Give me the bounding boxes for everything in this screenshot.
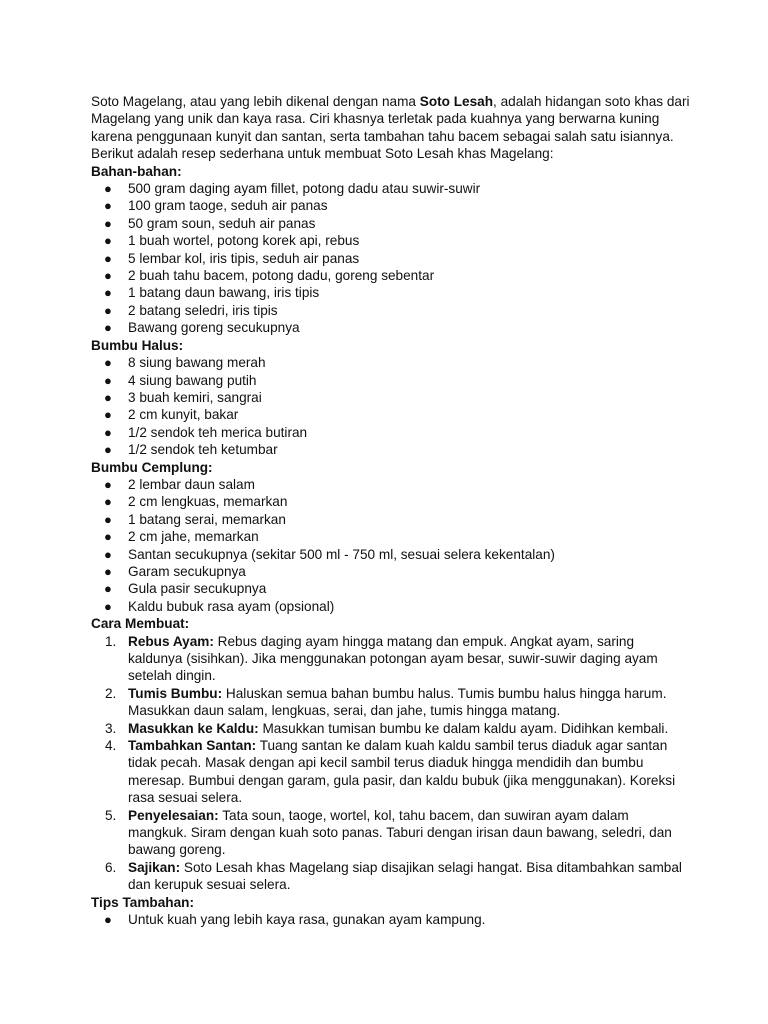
bumbu-cemplung-heading: Bumbu Cemplung: <box>91 459 213 475</box>
step-number: 4. <box>105 738 117 754</box>
bullet-icon: ● <box>104 598 112 614</box>
list-item <box>91 493 691 510</box>
step-item <box>91 685 691 720</box>
list-item-text: 3 buah kemiri, sangrai <box>128 389 262 405</box>
step-title: Masukkan ke Kaldu: <box>128 720 259 736</box>
bullet-icon: ● <box>104 285 112 301</box>
list-item-text: Untuk kuah yang lebih kaya rasa, gunakan ayam kampung. <box>128 912 486 928</box>
list-item-text: 100 gram taoge, seduh air panas <box>128 198 328 214</box>
list-item-text: Santan secukupnya (sekitar 500 ml - 750 ml, sesuai selera kekentalan) <box>128 546 555 562</box>
list-item-text: 2 batang seledri, iris tipis <box>128 302 278 318</box>
list-item-text: 2 cm jahe, memarkan <box>128 529 259 545</box>
step-title: Penyelesaian: <box>128 807 219 823</box>
list-item <box>91 911 691 928</box>
list-item-text: Kaldu bubuk rasa ayam (opsional) <box>128 598 335 614</box>
bullet-icon: ● <box>104 912 112 928</box>
list-item-text: 2 cm kunyit, bakar <box>128 407 239 423</box>
list-item-text: 500 gram daging ayam fillet, potong dadu atau suwir-suwir <box>128 181 481 197</box>
list-item <box>91 267 691 284</box>
list-item-text: 2 lembar daun salam <box>128 476 255 492</box>
bullet-icon: ● <box>104 424 112 440</box>
list-item-text: 1 batang daun bawang, iris tipis <box>128 285 320 301</box>
bullet-icon: ● <box>104 529 112 545</box>
step-text: Haluskan semua bahan bumbu halus. Tumis bumbu halus hingga harum. Masukkan daun salam, lengkuas, serai, dan jahe, tumis hingga matang. <box>128 685 667 719</box>
bahan-heading: Bahan-bahan: <box>91 163 182 179</box>
list-item <box>91 511 691 528</box>
list-item <box>91 546 691 563</box>
list-item <box>91 354 691 371</box>
list-item <box>91 232 691 249</box>
list-item <box>91 389 691 406</box>
bullet-icon: ● <box>104 442 112 458</box>
list-item-text: 1/2 sendok teh merica butiran <box>128 424 308 440</box>
bullet-icon: ● <box>104 581 112 597</box>
list-item <box>91 476 691 493</box>
list-item-text: 1 batang serai, memarkan <box>128 511 286 527</box>
step-item <box>91 633 691 685</box>
list-item <box>91 528 691 545</box>
bullet-icon: ● <box>104 407 112 423</box>
bullet-icon: ● <box>104 494 112 510</box>
list-item <box>91 284 691 301</box>
bullet-icon: ● <box>104 476 112 492</box>
list-item-text: 1 buah wortel, potong korek api, rebus <box>128 233 360 249</box>
cara-heading: Cara Membuat: <box>91 616 190 632</box>
list-item <box>91 580 691 597</box>
cara-steps-list <box>91 633 691 894</box>
list-item <box>91 563 691 580</box>
intro-bold-name: Soto Lesah <box>419 94 494 109</box>
step-item <box>91 720 691 737</box>
list-item <box>91 372 691 389</box>
step-title: Tambahkan Santan: <box>128 738 257 754</box>
step-item <box>91 807 691 859</box>
step-text: Tuang santan ke dalam kuah kaldu sambil terus diaduk agar santan tidak pecah. Masak dengan api kecil sambil terus diaduk hingga mendidih dan bumbu meresap. Bumbui dengan garam, gula pasir, dan kaldu bubuk (jika menggunakan). Koreksi rasa sesuai selera. <box>128 738 676 806</box>
bumbu-halus-heading: Bumbu Halus: <box>91 337 184 353</box>
step-number: 1. <box>105 633 117 649</box>
bullet-icon: ● <box>104 372 112 388</box>
list-item <box>91 180 691 197</box>
list-item <box>91 250 691 267</box>
step-text: Rebus daging ayam hingga matang dan empuk. Angkat ayam, saring kaldunya (sisihkan). Jika menggunakan potongan ayam besar, suwir-suwir daging ayam setelah dingin. <box>128 633 658 684</box>
bullet-icon: ● <box>104 233 112 249</box>
tips-heading: Tips Tambahan: <box>91 894 194 910</box>
step-text: Soto Lesah khas Magelang siap disajikan selagi hangat. Bisa ditambahkan sambal dan kerupuk sesuai selera. <box>128 859 682 893</box>
list-item <box>91 441 691 458</box>
step-number: 2. <box>105 685 117 701</box>
list-item <box>91 406 691 423</box>
bullet-icon: ● <box>104 302 112 318</box>
step-text: Tata soun, taoge, wortel, kol, tahu bacem, dan suwiran ayam dalam mangkuk. Siram dengan kuah soto panas. Taburi dengan irisan daun bawang, seledri, dan bawang goreng. <box>128 807 672 858</box>
list-item <box>91 197 691 214</box>
step-text: Masukkan tumisan bumbu ke dalam kaldu ayam. Didihkan kembali. <box>258 720 669 736</box>
step-title: Tumis Bumbu: <box>128 685 223 701</box>
step-item <box>91 859 691 894</box>
bumbu-cemplung-list <box>91 476 691 615</box>
list-item-text: Garam secukupnya <box>128 563 246 579</box>
document-page <box>91 93 691 929</box>
step-title: Rebus Ayam: <box>128 633 214 649</box>
bullet-icon: ● <box>104 563 112 579</box>
bullet-icon: ● <box>104 355 112 371</box>
tips-list <box>91 911 691 928</box>
bullet-icon: ● <box>104 511 112 527</box>
list-item-text: 2 cm lengkuas, memarkan <box>128 494 288 510</box>
intro-text-end: , adalah hidangan soto khas dari Magelang yang unik dan kaya rasa. Ciri khasnya terletak pada kuahnya yang berwarna kuning karena penggunaan kunyit dan santan, serta tambahan tahu bacem sebagai salah satu isiannya. Berikut adalah resep sederhana untuk membuat Soto Lesah khas Magelang: <box>91 94 690 162</box>
bullet-icon: ● <box>104 181 112 197</box>
bullet-icon: ● <box>104 198 112 214</box>
list-item-text: 2 buah tahu bacem, potong dadu, goreng sebentar <box>128 268 435 284</box>
list-item-text: 1/2 sendok teh ketumbar <box>128 442 278 458</box>
list-item-text: 5 lembar kol, iris tipis, seduh air panas <box>128 250 360 266</box>
list-item-text: Bawang goreng secukupnya <box>128 320 300 336</box>
bumbu-halus-list <box>91 354 691 458</box>
intro-paragraph <box>91 93 691 163</box>
bullet-icon: ● <box>104 268 112 284</box>
step-number: 5. <box>105 807 117 823</box>
bullet-icon: ● <box>104 250 112 266</box>
bullet-icon: ● <box>104 546 112 562</box>
list-item <box>91 302 691 319</box>
list-item-text: 4 siung bawang putih <box>128 372 257 388</box>
list-item <box>91 424 691 441</box>
step-title: Sajikan: <box>128 859 181 875</box>
list-item-text: 8 siung bawang merah <box>128 355 266 371</box>
list-item <box>91 319 691 336</box>
bahan-list <box>91 180 691 337</box>
intro-text-start: Soto Magelang, atau yang lebih dikenal dengan nama <box>91 94 420 109</box>
bullet-icon: ● <box>104 215 112 231</box>
step-item <box>91 737 691 807</box>
bullet-icon: ● <box>104 320 112 336</box>
list-item <box>91 215 691 232</box>
list-item <box>91 598 691 615</box>
step-number: 3. <box>105 720 117 736</box>
bullet-icon: ● <box>104 389 112 405</box>
list-item-text: Gula pasir secukupnya <box>128 581 267 597</box>
list-item-text: 50 gram soun, seduh air panas <box>128 215 316 231</box>
step-number: 6. <box>105 859 117 875</box>
